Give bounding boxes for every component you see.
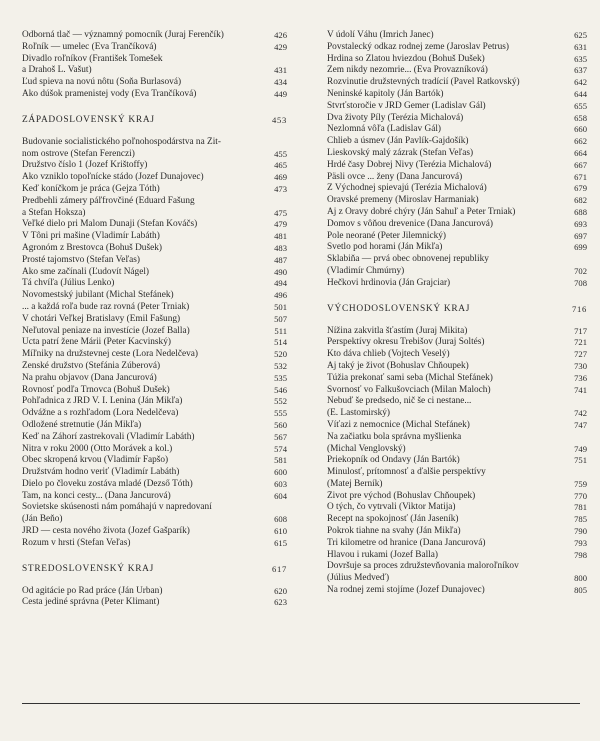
entry-title: ... a každá roľa bude raz rovná (Peter Trniak)	[22, 301, 190, 312]
entry-title-continuation: a Štefan Hoksza)	[22, 207, 86, 218]
page-number: 682	[574, 195, 587, 206]
entry-title: Od agitácie po Rad práce (Ján Urban)	[22, 585, 163, 596]
toc-entry	[327, 326, 587, 338]
page-number: 805	[574, 585, 587, 596]
toc-entry	[22, 267, 287, 279]
page-number: 667	[574, 159, 587, 170]
entry-title: Veľké dielo pri Malom Dunaji (Štefan Kováčs)	[22, 219, 198, 230]
page-number: 473	[274, 183, 287, 194]
toc-entry	[22, 42, 287, 54]
page-number: 625	[574, 30, 587, 40]
entry-title: Na začiatku bola správna myšlienka	[327, 431, 462, 442]
toc-entry	[22, 396, 287, 408]
toc-entry	[327, 361, 587, 373]
entry-title: Keď na Záhorí zastrekovali (Vladimír Labáth)	[22, 431, 195, 442]
page-number: 699	[574, 242, 587, 253]
toc-entry	[327, 337, 587, 349]
page-number: 479	[274, 219, 287, 230]
toc-entry	[22, 290, 287, 302]
toc-entry	[22, 54, 287, 78]
page-number: 644	[574, 88, 587, 99]
toc-entry	[22, 597, 287, 609]
page-number: 717	[574, 325, 587, 336]
page-number: 487	[274, 254, 287, 265]
page-number: 490	[274, 266, 287, 277]
page-number: 494	[274, 278, 287, 289]
entry-title-continuation: (Matej Berník)	[327, 478, 383, 489]
entry-title: Štvrťstoročie v JRD Gemer (Ladislav Gál)	[327, 100, 486, 111]
page-number: 511	[274, 325, 287, 336]
entry-title: Neninské kapitoly (Ján Bartók)	[327, 88, 444, 99]
page-number: 535	[274, 372, 287, 383]
page-number: 635	[574, 53, 587, 64]
toc-entry	[22, 385, 287, 397]
page-number: 581	[274, 455, 287, 466]
toc-entry	[22, 314, 287, 326]
page-number: 501	[274, 301, 287, 312]
toc-entry	[327, 514, 587, 526]
toc-entry	[22, 255, 287, 267]
section-heading	[22, 564, 287, 574]
page-number: 655	[574, 100, 587, 111]
page-number: 660	[574, 124, 587, 135]
toc-entry	[22, 219, 287, 231]
page-number: 693	[574, 218, 587, 229]
page-number: 736	[574, 372, 587, 383]
toc-entry	[327, 502, 587, 514]
entry-title: Zem nikdy nezomrie... (Eva Provazníková)	[327, 65, 488, 76]
entry-title: Rovnosť podľa Trnovca (Bohuš Dušek)	[22, 384, 170, 395]
page-number: 747	[574, 419, 587, 430]
entry-title-continuation: nom ostrove (Štefan Ferenczi)	[22, 148, 135, 159]
entry-title: V údolí Váhu (Imrich Janec)	[327, 30, 434, 40]
entry-title: Domov s vôňou drevenice (Dana Jancurová)	[327, 218, 493, 229]
entry-title: Rozum v hrsti (Štefan Veľas)	[22, 537, 131, 548]
entry-title: Novomestský jubilant (Michal Štefánek)	[22, 290, 174, 301]
entry-title: Priekopník od Ondavy (Ján Bartók)	[327, 455, 460, 466]
page-number: 520	[274, 349, 287, 360]
page-number: 785	[574, 514, 587, 525]
page-number: 749	[574, 443, 587, 454]
toc-entry	[327, 207, 587, 219]
entry-title: Sovietske skúsenosti nám pomáhajú v napredovaní	[22, 502, 212, 513]
entry-title: Kto dáva chlieb (Vojtech Veselý)	[327, 349, 450, 360]
toc-entry	[327, 396, 587, 420]
toc-entry	[327, 373, 587, 385]
toc-entry	[327, 160, 587, 172]
page-number: 514	[274, 337, 287, 348]
entry-title: Úcta patrí žene Márii (Peter Kacvinský)	[22, 337, 171, 348]
toc-entry	[327, 420, 587, 432]
entry-title: Roľník — umelec (Eva Trančíková)	[22, 41, 157, 52]
page-number: 429	[274, 41, 287, 52]
entry-title: Aj taký je život (Bohuslav Chňoupek)	[327, 360, 469, 371]
entry-title: Nitra v roku 2000 (Otto Morávek a kol.)	[22, 443, 173, 454]
entry-title: V Tôni pri mašine (Vladimír Labáth)	[22, 231, 160, 242]
toc-list-right	[327, 30, 587, 597]
toc-entry	[327, 101, 587, 113]
toc-entry	[22, 420, 287, 432]
page-number: 507	[274, 313, 287, 324]
toc-entry	[22, 77, 287, 89]
toc-entry	[327, 89, 587, 101]
entry-title: Lieskovský malý zázrak (Štefan Veľas)	[327, 147, 474, 158]
page-number: 751	[574, 455, 587, 466]
entry-title: Predbehli zámery páľfrovčiné (Eduard Fašung	[22, 195, 195, 206]
toc-entry	[22, 586, 287, 598]
toc-entry	[327, 77, 587, 89]
entry-title: Oravské premeny (Miroslav Harmaniak)	[327, 195, 479, 206]
entry-title: Svetlo pod horami (Ján Mikľa)	[327, 242, 443, 253]
toc-entry	[22, 278, 287, 290]
entry-title: Odborná tlač — významný pomocník (Juraj Ferenčík)	[22, 30, 224, 40]
page-number: 631	[574, 41, 587, 52]
page-number: 620	[274, 585, 287, 596]
page-number: 662	[574, 136, 587, 147]
entry-title: Päsli ovce ... ženy (Dana Jancurová)	[327, 171, 463, 182]
toc-entry	[22, 455, 287, 467]
toc-entry	[22, 361, 287, 373]
entry-title-continuation: (E. Lastomirský)	[327, 408, 390, 419]
entry-title: Neľutoval peniaze na investície (Jozef Balla)	[22, 325, 190, 336]
page-number: 574	[274, 443, 287, 454]
toc-entry	[327, 278, 587, 290]
entry-title: Sklabiňa — prvá obec obnovenej republiky	[327, 254, 489, 265]
toc-entry	[22, 160, 287, 172]
toc-entry	[22, 444, 287, 456]
page-number: 610	[274, 526, 287, 537]
section-title: ZÁPADOSLOVENSKÝ KRAJ	[22, 114, 155, 125]
entry-title: Prosté tajomstvo (Štefan Veľas)	[22, 254, 140, 265]
entry-title: Perspektívy okresu Trebišov (Juraj Šoltés)	[327, 337, 485, 348]
section-heading	[22, 115, 287, 125]
toc-entry	[327, 136, 587, 148]
page-number: 560	[274, 419, 287, 430]
page-number: 798	[574, 549, 587, 560]
toc-entry	[327, 113, 587, 125]
page-number: 546	[274, 384, 287, 395]
toc-entry	[327, 491, 587, 503]
page-number: 790	[574, 526, 587, 537]
entry-title: Odvážne a s rozhľadom (Lora Nedelčeva)	[22, 408, 179, 419]
page-number: 608	[274, 514, 287, 525]
toc-entry	[22, 467, 287, 479]
entry-title: Život pre východ (Bohuslav Chňoupek)	[327, 490, 476, 501]
page-number: 449	[274, 88, 287, 99]
entry-title: Dva životy Píly (Terézia Michalová)	[327, 112, 464, 123]
entry-title: Recept na spokojnosť (Ján Jaseník)	[327, 514, 459, 525]
toc-entry	[327, 432, 587, 456]
entry-title: Pole neorané (Peter Jilemnický)	[327, 230, 447, 241]
entry-title: Povstalecký odkaz rodnej zeme (Jaroslav Petrus)	[327, 41, 510, 52]
toc-left-column	[22, 30, 287, 609]
toc-entry	[22, 89, 287, 101]
entry-title: Budovanie socialistického poľnohospodárstva na Žit-	[22, 136, 221, 147]
page-number: 800	[574, 573, 587, 584]
page-number: 721	[574, 337, 587, 348]
toc-entry	[22, 326, 287, 338]
entry-title: Agronóm z Brestovca (Bohuš Dušek)	[22, 242, 162, 253]
toc-list-left	[22, 30, 287, 609]
entry-title: Tá chvíľa (Július Lenko)	[22, 278, 115, 289]
toc-entry	[22, 479, 287, 491]
page-number: 603	[274, 478, 287, 489]
toc-entry	[327, 219, 587, 231]
entry-title: Ako sme začínali (Ľudovít Nágel)	[22, 266, 150, 277]
entry-title: Hlavou i rukami (Jozef Balla)	[327, 549, 439, 560]
page-number: 555	[274, 408, 287, 419]
toc-entry	[327, 183, 587, 195]
page-number: 481	[274, 231, 287, 242]
entry-title: Tam, na konci cesty... (Dana Jancurová)	[22, 490, 171, 501]
toc-entry	[22, 302, 287, 314]
entry-title: Na prahu objavov (Dana Jancurová)	[22, 372, 157, 383]
section-title: STREDOSLOVENSKÝ KRAJ	[22, 563, 154, 574]
entry-title: Z Východnej spievajú (Terézia Michalová)	[327, 183, 487, 194]
toc-entry	[327, 242, 587, 254]
entry-title: V chotári Veľkej Bratislavy (Emil Fašung)	[22, 313, 181, 324]
page-number: 469	[274, 172, 287, 183]
entry-title: Dovršuje sa proces združstevňovania maloroľníkov	[327, 561, 519, 572]
entry-title: Chlieb a úsmev (Ján Pavlík-Gajdošík)	[327, 136, 469, 147]
entry-title: Odložené stretnutie (Ján Mikľa)	[22, 419, 142, 430]
page-number: 465	[274, 160, 287, 171]
page-number: 617	[272, 563, 287, 574]
entry-title: Ľud spieva na novú nôtu (Soňa Burlasová)	[22, 77, 182, 88]
page-number: 716	[572, 303, 587, 314]
toc-entry	[22, 526, 287, 538]
page-number: 604	[274, 490, 287, 501]
toc-entry	[22, 432, 287, 444]
page-number: 671	[574, 171, 587, 182]
page-number: 496	[274, 290, 287, 301]
toc-entry	[327, 54, 587, 66]
page-number: 730	[574, 360, 587, 371]
toc-entry	[22, 196, 287, 220]
entry-title: Ženské družstvo (Štefánia Zúberová)	[22, 360, 161, 371]
page-number: 475	[274, 207, 287, 218]
page-number: 688	[574, 206, 587, 217]
toc-entry	[327, 30, 587, 42]
toc-entry	[327, 550, 587, 562]
entry-title: Keď koníčkom je práca (Gejza Tóth)	[22, 183, 160, 194]
entry-title-continuation: (Vladimír Chmúrny)	[327, 265, 405, 276]
toc-entry	[327, 585, 587, 597]
entry-title: Aj z Oravy dobré chýry (Ján Sahuľ a Peter Trniak)	[327, 206, 516, 217]
entry-title: Pohľadnica z JRD V. I. Lenina (Ján Mikľa)	[22, 396, 183, 407]
page-number: 434	[274, 77, 287, 88]
toc-right-column	[327, 30, 587, 597]
page-number: 567	[274, 431, 287, 442]
toc-entry	[327, 349, 587, 361]
toc-entry	[327, 42, 587, 54]
page-number: 664	[574, 147, 587, 158]
page-number: 483	[274, 242, 287, 253]
entry-title: Hečkovi hrdinovia (Ján Grajciar)	[327, 277, 451, 288]
entry-title: Družstvo číslo 1 (Jozef Krištoffy)	[22, 160, 148, 171]
toc-entry	[327, 254, 587, 278]
entry-title-continuation: (Michal Venglovský)	[327, 443, 406, 454]
page-number: 702	[574, 265, 587, 276]
page-number: 455	[274, 148, 287, 159]
entry-title: Svornosť vo Falkušovciach (Milan Maloch)	[327, 384, 491, 395]
toc-entry	[327, 231, 587, 243]
page-number: 741	[574, 384, 587, 395]
section-title: VÝCHODOSLOVENSKÝ KRAJ	[327, 303, 471, 314]
entry-title: Hrdina so Zlatou hviezdou (Bohuš Dušek)	[327, 53, 485, 64]
toc-entry	[22, 137, 287, 161]
entry-title: Minulosť, prítomnosť a ďalšie perspektívy	[327, 467, 486, 478]
toc-entry	[327, 195, 587, 207]
page-number: 727	[574, 349, 587, 360]
toc-entry	[22, 538, 287, 550]
entry-title: Pokrok tiahne na svahy (Ján Mikľa)	[327, 526, 461, 537]
toc-entry	[327, 172, 587, 184]
entry-title: Tri kilometre od hranice (Dana Jancurová)	[327, 537, 486, 548]
entry-title: Míľniky na družstevnej ceste (Lora Nedelčeva)	[22, 349, 198, 360]
toc-entry	[22, 349, 287, 361]
toc-entry	[327, 467, 587, 491]
entry-title: Dielo po človeku zostáva mladé (Dezső Tóth)	[22, 478, 193, 489]
toc-entry	[22, 243, 287, 255]
toc-entry	[327, 455, 587, 467]
page-number: 679	[574, 183, 587, 194]
page-number: 532	[274, 360, 287, 371]
bottom-rule	[22, 703, 580, 704]
toc-entry	[327, 526, 587, 538]
page-number: 426	[274, 30, 287, 40]
toc-entry	[327, 65, 587, 77]
entry-title: Divadlo roľníkov (František Tomešek	[22, 53, 163, 64]
entry-title: Družstvám hodno veriť (Vladimír Labáth)	[22, 467, 180, 478]
entry-title: Ako vzniklo topoľnícke stádo (Jozef Dunajovec)	[22, 172, 204, 183]
entry-title: Na rodnej zemi stojíme (Jozef Dunajovec)	[327, 585, 485, 596]
entry-title: JRD — cesta nového života (Jozef Gašparík)	[22, 526, 190, 537]
toc-entry	[22, 337, 287, 349]
toc-entry	[22, 408, 287, 420]
page-number: 600	[274, 467, 287, 478]
entry-title-continuation: a Drahoš L. Vašut)	[22, 65, 92, 76]
toc-entry	[327, 385, 587, 397]
page-number: 708	[574, 277, 587, 288]
entry-title: Cesta jediné správna (Peter Klimant)	[22, 597, 160, 608]
toc-entry	[327, 148, 587, 160]
toc-entry	[22, 491, 287, 503]
page-number: 637	[574, 65, 587, 76]
entry-title: Hrdé časy Dobrej Nivy (Terézia Michalová)	[327, 159, 492, 170]
page-number: 770	[574, 490, 587, 501]
toc-entry	[22, 30, 287, 42]
toc-entry	[22, 184, 287, 196]
entry-title: Nebuď še predsedo, nič še ci nestane...	[327, 396, 472, 407]
toc-entry	[22, 172, 287, 184]
toc-entry	[327, 538, 587, 550]
page-number: 759	[574, 478, 587, 489]
entry-title: Nezlomná vôľa (Ladislav Gál)	[327, 124, 442, 135]
page-number: 658	[574, 112, 587, 123]
page-number: 431	[274, 65, 287, 76]
entry-title: Víťazi z nemocnice (Michal Štefánek)	[327, 419, 470, 430]
entry-title: O tých, čo vytrvali (Viktor Matija)	[327, 502, 456, 513]
page-number: 793	[574, 537, 587, 548]
page-number: 742	[574, 408, 587, 419]
page-number: 552	[274, 396, 287, 407]
toc-entry	[22, 502, 287, 526]
toc-entry	[22, 231, 287, 243]
page-number: 615	[274, 537, 287, 548]
page-number: 781	[574, 502, 587, 513]
toc-entry	[327, 561, 587, 585]
entry-title: Obec skropená krvou (Vladimír Fapšo)	[22, 455, 169, 466]
toc-entry	[22, 373, 287, 385]
entry-title-continuation: (Ján Beňo)	[22, 514, 63, 525]
page-number: 623	[274, 597, 287, 608]
page-number: 453	[272, 114, 287, 125]
entry-title-continuation: (Július Medveď)	[327, 573, 390, 584]
entry-title: Rozvinutie družstevných tradícií (Pavel Ratkovský)	[327, 77, 520, 88]
section-heading	[327, 304, 587, 314]
entry-title: Ako dúšok pramenistej vody (Eva Trančíková)	[22, 88, 197, 99]
page-number: 697	[574, 230, 587, 241]
page-number: 642	[574, 77, 587, 88]
entry-title: Túžia prekonať sami seba (Michal Štefánek)	[327, 372, 493, 383]
entry-title: Nížina zakvitla šťastím (Juraj Mikita)	[327, 325, 468, 336]
toc-entry	[327, 124, 587, 136]
